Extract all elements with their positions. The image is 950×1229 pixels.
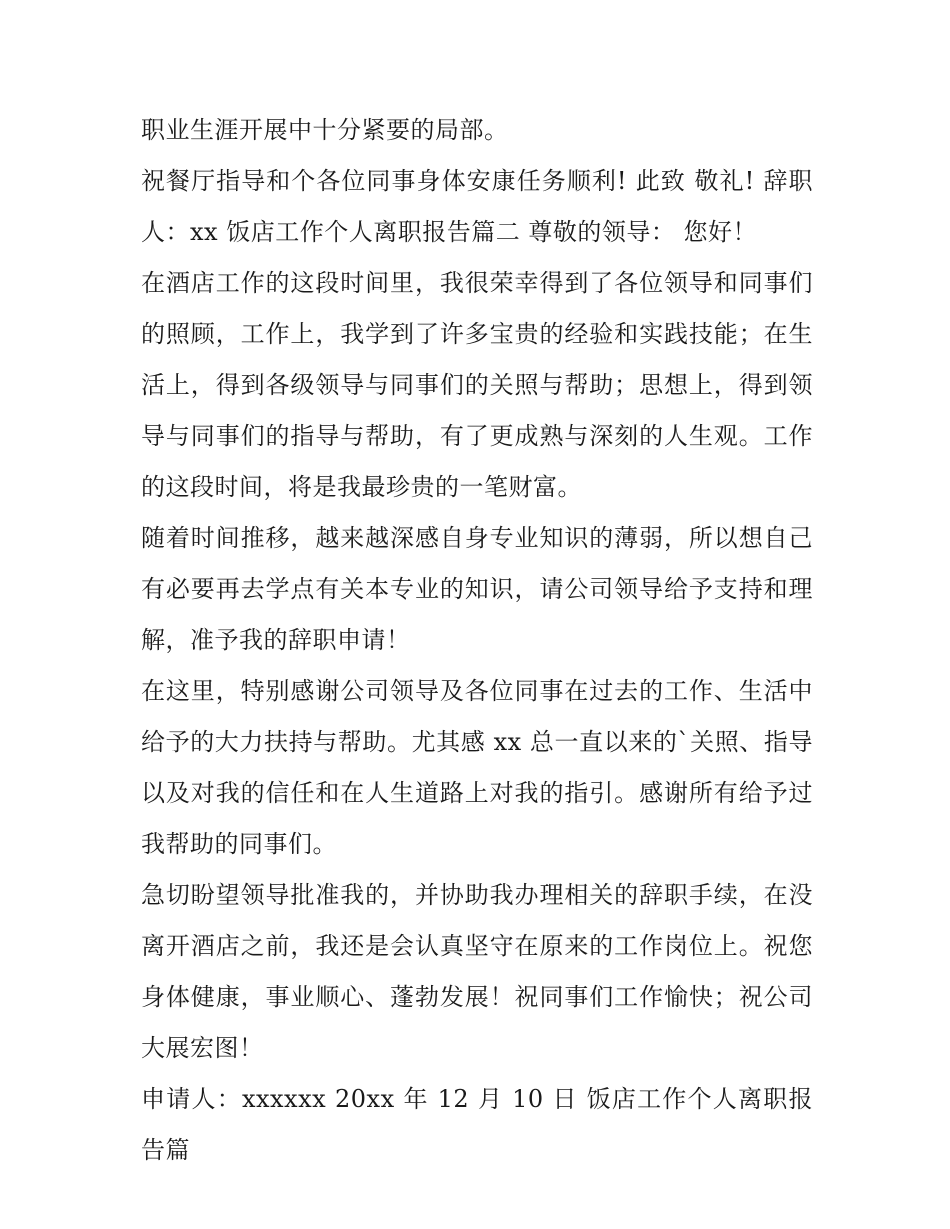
paragraph-gratitude: 在酒店工作的这段时间里，我很荣幸得到了各位领导和同事们的照顾，工作上，我学到了许多宝贵的经验和实践技能；在生活上，得到各级领导与同事们的关照与帮助；思想上，得到领导与同事们的指导与帮助，有了更成熟与深刻的人生观。工作的这段时间，将是我最珍贵的一笔财富。	[141, 269, 813, 501]
paragraph-reason: 随着时间推移，越来越深感自身专业知识的薄弱，所以想自己有必要再去学点有关本专业的知识，请公司领导给予支持和理解，准予我的辞职申请！	[141, 524, 813, 654]
paragraph-closing-and-heading: 祝餐厅指导和个各位同事身体安康任务顺利! 此致 敬礼! 辞职人：xx 饭店工作个人离职报告篇二 尊敬的领导： 您好！	[141, 167, 813, 246]
document-body	[141, 105, 813, 1176]
paragraph-career-end: 职业生涯开展中十分紧要的局部。	[141, 116, 509, 144]
paragraph-signature: 申请人：xxxxxx 20xx 年 12 月 10 日 饭店工作个人离职报告篇	[141, 1085, 813, 1164]
paragraph-request: 急切盼望领导批准我的，并协助我办理相关的辞职手续，在没离开酒店之前，我还是会认真坚守在原来的工作岗位上。祝您身体健康，事业顺心、蓬勃发展！祝同事们工作愉快；祝公司大展宏图！	[141, 881, 813, 1062]
paragraph-thanks: 在这里，特别感谢公司领导及各位同事在过去的工作、生活中给予的大力扶持与帮助。尤其感 xx 总一直以来的`关照、指导以及对我的信任和在人生道路上对我的指引。感谢所有给予过我帮助的同事们。	[141, 677, 813, 858]
